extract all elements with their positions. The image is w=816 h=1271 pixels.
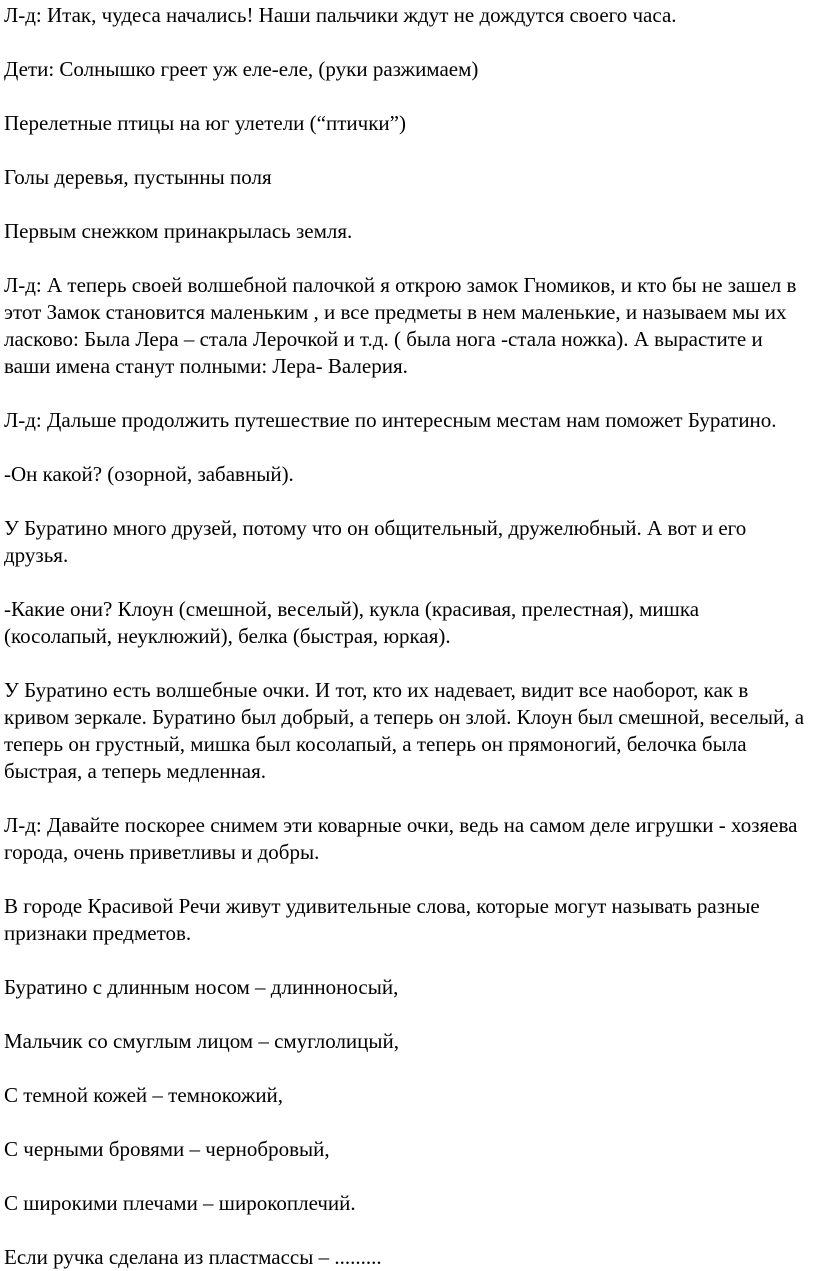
paragraph: Л-д: Дальше продолжить путешествие по интересным местам нам поможет Буратино. bbox=[4, 408, 777, 432]
paragraph: Л-д: Итак, чудеса начались! Наши пальчики ждут не дождутся своего часа. bbox=[4, 3, 677, 27]
paragraph: Дети: Солнышко греет уж еле-еле, (руки разжимаем) bbox=[4, 57, 479, 81]
paragraph: С темной кожей – темнокожий, bbox=[4, 1083, 284, 1107]
paragraph: -Какие они? Клоун (смешной, веселый), кукла (красивая, прелестная), мишка (косолапый, неуклюжий), белка (быстрая, юркая). bbox=[4, 597, 700, 648]
paragraph: Л-д: А теперь своей волшебной палочкой я открою замок Гномиков, и кто бы не зашел в этот Замок становится маленьким , и все предметы в нем маленькие, и называем мы их ласково: Была Лера – стала Лерочкой и т.д. ( была нога -стала ножка). А вырастите и ваши имена станут полными: Лера- Валерия. bbox=[4, 273, 797, 378]
paragraph: С черными бровями – чернобровый, bbox=[4, 1137, 330, 1161]
paragraph: Перелетные птицы на юг улетели (“птички”) bbox=[4, 111, 406, 135]
paragraph: Голы деревья, пустынны поля bbox=[4, 165, 272, 189]
paragraph: Мальчик со смуглым лицом – смуглолицый, bbox=[4, 1029, 400, 1053]
paragraph: Буратино с длинным носом – длинноносый, bbox=[4, 975, 399, 999]
paragraph: С широкими плечами – широкоплечий. bbox=[4, 1191, 356, 1215]
paragraph: Первым снежком принакрылась земля. bbox=[4, 219, 353, 243]
paragraph: У Буратино много друзей, потому что он общительный, дружелюбный. А вот и его друзья. bbox=[4, 516, 747, 567]
paragraph: У Буратино есть волшебные очки. И тот, кто их надевает, видит все наоборот, как в кривом зеркале. Буратино был добрый, а теперь он злой. Клоун был смешной, веселый, а теперь он грустный, мишка был косолапый, а теперь он прямоногий, белочка была быстрая, а теперь медленная. bbox=[4, 678, 805, 783]
paragraph: Л-д: Давайте поскорее снимем эти коварные очки, ведь на самом деле игрушки - хозяева города, очень приветливы и добры. bbox=[4, 813, 798, 864]
paragraph: Если ручка сделана из пластмассы – ......... bbox=[4, 1245, 382, 1269]
paragraph: -Он какой? (озорной, забавный). bbox=[4, 462, 294, 486]
paragraph: В городе Красивой Речи живут удивительные слова, которые могут называть разные признаки предметов. bbox=[4, 894, 760, 945]
